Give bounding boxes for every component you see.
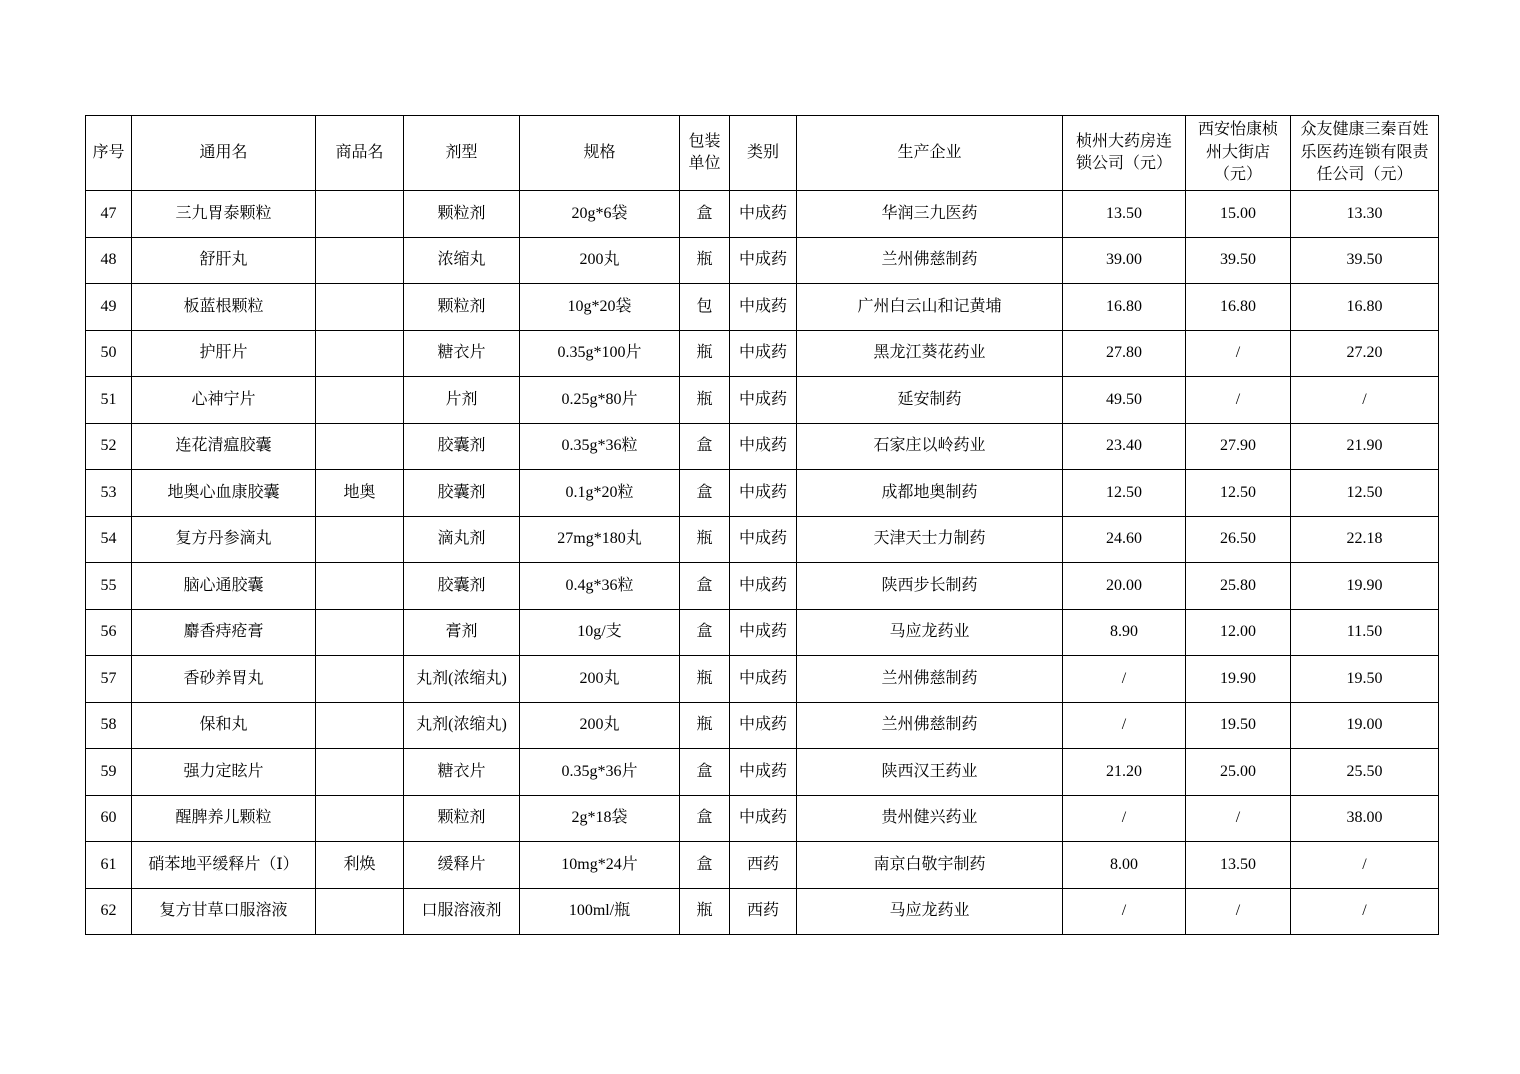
cell-brand-name: 利焕 bbox=[316, 842, 404, 889]
cell-packaging-unit: 瓶 bbox=[680, 888, 730, 935]
cell-price-zhongyou-health: 13.30 bbox=[1291, 191, 1439, 238]
cell-price-zhenzhou-chain: 49.50 bbox=[1063, 377, 1186, 424]
cell-serial: 49 bbox=[86, 284, 132, 331]
cell-price-xian-yikang: / bbox=[1186, 377, 1291, 424]
cell-serial: 50 bbox=[86, 330, 132, 377]
column-header-price-zhongyou-health: 众友健康三秦百姓乐医药连锁有限责任公司（元） bbox=[1291, 116, 1439, 191]
cell-brand-name bbox=[316, 423, 404, 470]
cell-price-xian-yikang: 12.50 bbox=[1186, 470, 1291, 517]
column-header-manufacturer: 生产企业 bbox=[797, 116, 1063, 191]
cell-specification: 10g/支 bbox=[520, 609, 680, 656]
cell-price-xian-yikang: 26.50 bbox=[1186, 516, 1291, 563]
table-row bbox=[86, 702, 1439, 749]
column-header-brand-name: 商品名 bbox=[316, 116, 404, 191]
cell-brand-name bbox=[316, 237, 404, 284]
cell-price-zhenzhou-chain: 24.60 bbox=[1063, 516, 1186, 563]
cell-manufacturer: 华润三九医药 bbox=[797, 191, 1063, 238]
cell-generic-name: 复方丹参滴丸 bbox=[132, 516, 316, 563]
cell-price-xian-yikang: 27.90 bbox=[1186, 423, 1291, 470]
cell-price-zhongyou-health: 25.50 bbox=[1291, 749, 1439, 796]
cell-serial: 58 bbox=[86, 702, 132, 749]
cell-category: 中成药 bbox=[730, 470, 797, 517]
cell-price-xian-yikang: 16.80 bbox=[1186, 284, 1291, 331]
cell-brand-name bbox=[316, 888, 404, 935]
cell-manufacturer: 陕西汉王药业 bbox=[797, 749, 1063, 796]
cell-brand-name bbox=[316, 609, 404, 656]
cell-category: 中成药 bbox=[730, 423, 797, 470]
cell-dosage-form: 膏剂 bbox=[404, 609, 520, 656]
cell-price-zhenzhou-chain: / bbox=[1063, 656, 1186, 703]
cell-brand-name bbox=[316, 795, 404, 842]
cell-manufacturer: 成都地奥制药 bbox=[797, 470, 1063, 517]
column-header-category: 类别 bbox=[730, 116, 797, 191]
cell-generic-name: 醒脾养儿颗粒 bbox=[132, 795, 316, 842]
cell-dosage-form: 滴丸剂 bbox=[404, 516, 520, 563]
cell-manufacturer: 兰州佛慈制药 bbox=[797, 237, 1063, 284]
cell-manufacturer: 延安制药 bbox=[797, 377, 1063, 424]
table-row bbox=[86, 656, 1439, 703]
cell-category: 中成药 bbox=[730, 516, 797, 563]
cell-specification: 27mg*180丸 bbox=[520, 516, 680, 563]
cell-specification: 10mg*24片 bbox=[520, 842, 680, 889]
cell-price-xian-yikang: / bbox=[1186, 888, 1291, 935]
cell-price-zhenzhou-chain: / bbox=[1063, 888, 1186, 935]
cell-category: 中成药 bbox=[730, 284, 797, 331]
cell-specification: 100ml/瓶 bbox=[520, 888, 680, 935]
cell-price-zhongyou-health: 39.50 bbox=[1291, 237, 1439, 284]
cell-price-xian-yikang: 19.50 bbox=[1186, 702, 1291, 749]
cell-generic-name: 板蓝根颗粒 bbox=[132, 284, 316, 331]
column-header-specification: 规格 bbox=[520, 116, 680, 191]
cell-specification: 0.35g*100片 bbox=[520, 330, 680, 377]
table-row bbox=[86, 609, 1439, 656]
cell-category: 西药 bbox=[730, 888, 797, 935]
cell-price-xian-yikang: 12.00 bbox=[1186, 609, 1291, 656]
cell-manufacturer: 马应龙药业 bbox=[797, 888, 1063, 935]
cell-price-zhenzhou-chain: 12.50 bbox=[1063, 470, 1186, 517]
cell-category: 中成药 bbox=[730, 749, 797, 796]
cell-dosage-form: 缓释片 bbox=[404, 842, 520, 889]
cell-specification: 0.35g*36片 bbox=[520, 749, 680, 796]
cell-price-zhongyou-health: 11.50 bbox=[1291, 609, 1439, 656]
cell-price-zhenzhou-chain: 16.80 bbox=[1063, 284, 1186, 331]
cell-packaging-unit: 盒 bbox=[680, 470, 730, 517]
cell-category: 中成药 bbox=[730, 330, 797, 377]
cell-packaging-unit: 盒 bbox=[680, 795, 730, 842]
table-row bbox=[86, 888, 1439, 935]
cell-packaging-unit: 瓶 bbox=[680, 702, 730, 749]
cell-manufacturer: 石家庄以岭药业 bbox=[797, 423, 1063, 470]
cell-manufacturer: 南京白敬宇制药 bbox=[797, 842, 1063, 889]
cell-brand-name bbox=[316, 330, 404, 377]
cell-brand-name bbox=[316, 377, 404, 424]
cell-serial: 51 bbox=[86, 377, 132, 424]
cell-manufacturer: 广州白云山和记黄埔 bbox=[797, 284, 1063, 331]
cell-dosage-form: 糖衣片 bbox=[404, 749, 520, 796]
cell-category: 西药 bbox=[730, 842, 797, 889]
drug-price-table-container bbox=[85, 115, 1439, 935]
cell-serial: 59 bbox=[86, 749, 132, 796]
cell-manufacturer: 兰州佛慈制药 bbox=[797, 656, 1063, 703]
cell-price-zhongyou-health: 12.50 bbox=[1291, 470, 1439, 517]
cell-packaging-unit: 盒 bbox=[680, 609, 730, 656]
cell-dosage-form: 颗粒剂 bbox=[404, 191, 520, 238]
cell-serial: 47 bbox=[86, 191, 132, 238]
cell-serial: 62 bbox=[86, 888, 132, 935]
cell-serial: 53 bbox=[86, 470, 132, 517]
table-row bbox=[86, 795, 1439, 842]
cell-dosage-form: 糖衣片 bbox=[404, 330, 520, 377]
table-row bbox=[86, 284, 1439, 331]
cell-price-zhenzhou-chain: 13.50 bbox=[1063, 191, 1186, 238]
table-row bbox=[86, 237, 1439, 284]
cell-generic-name: 脑心通胶囊 bbox=[132, 563, 316, 610]
cell-brand-name bbox=[316, 749, 404, 796]
cell-specification: 200丸 bbox=[520, 237, 680, 284]
cell-serial: 48 bbox=[86, 237, 132, 284]
table-row bbox=[86, 563, 1439, 610]
cell-category: 中成药 bbox=[730, 237, 797, 284]
cell-price-zhenzhou-chain: 8.90 bbox=[1063, 609, 1186, 656]
cell-packaging-unit: 盒 bbox=[680, 563, 730, 610]
cell-packaging-unit: 盒 bbox=[680, 191, 730, 238]
cell-brand-name: 地奥 bbox=[316, 470, 404, 517]
table-row bbox=[86, 330, 1439, 377]
cell-brand-name bbox=[316, 563, 404, 610]
cell-dosage-form: 丸剂(浓缩丸) bbox=[404, 656, 520, 703]
cell-price-zhongyou-health: 19.90 bbox=[1291, 563, 1439, 610]
cell-serial: 57 bbox=[86, 656, 132, 703]
cell-price-zhongyou-health: / bbox=[1291, 842, 1439, 889]
cell-serial: 61 bbox=[86, 842, 132, 889]
cell-price-zhenzhou-chain: 20.00 bbox=[1063, 563, 1186, 610]
cell-specification: 200丸 bbox=[520, 702, 680, 749]
cell-serial: 52 bbox=[86, 423, 132, 470]
cell-price-zhongyou-health: / bbox=[1291, 888, 1439, 935]
cell-serial: 54 bbox=[86, 516, 132, 563]
cell-price-xian-yikang: 25.00 bbox=[1186, 749, 1291, 796]
cell-manufacturer: 马应龙药业 bbox=[797, 609, 1063, 656]
cell-dosage-form: 丸剂(浓缩丸) bbox=[404, 702, 520, 749]
header-row bbox=[86, 116, 1439, 191]
cell-packaging-unit: 瓶 bbox=[680, 516, 730, 563]
cell-price-xian-yikang: / bbox=[1186, 795, 1291, 842]
cell-packaging-unit: 包 bbox=[680, 284, 730, 331]
column-header-generic-name: 通用名 bbox=[132, 116, 316, 191]
cell-category: 中成药 bbox=[730, 191, 797, 238]
cell-generic-name: 地奥心血康胶囊 bbox=[132, 470, 316, 517]
cell-price-xian-yikang: 25.80 bbox=[1186, 563, 1291, 610]
column-header-price-zhenzhou-chain: 桢州大药房连锁公司（元） bbox=[1063, 116, 1186, 191]
cell-price-zhongyou-health: / bbox=[1291, 377, 1439, 424]
cell-price-zhenzhou-chain: 27.80 bbox=[1063, 330, 1186, 377]
cell-price-zhongyou-health: 19.00 bbox=[1291, 702, 1439, 749]
cell-category: 中成药 bbox=[730, 656, 797, 703]
cell-manufacturer: 兰州佛慈制药 bbox=[797, 702, 1063, 749]
cell-generic-name: 保和丸 bbox=[132, 702, 316, 749]
column-header-dosage-form: 剂型 bbox=[404, 116, 520, 191]
cell-dosage-form: 片剂 bbox=[404, 377, 520, 424]
table-row bbox=[86, 423, 1439, 470]
cell-price-xian-yikang: / bbox=[1186, 330, 1291, 377]
cell-category: 中成药 bbox=[730, 609, 797, 656]
cell-dosage-form: 胶囊剂 bbox=[404, 470, 520, 517]
cell-price-xian-yikang: 15.00 bbox=[1186, 191, 1291, 238]
cell-serial: 55 bbox=[86, 563, 132, 610]
column-header-packaging-unit: 包装单位 bbox=[680, 116, 730, 191]
cell-packaging-unit: 瓶 bbox=[680, 377, 730, 424]
cell-price-zhenzhou-chain: 39.00 bbox=[1063, 237, 1186, 284]
cell-price-zhenzhou-chain: 8.00 bbox=[1063, 842, 1186, 889]
cell-specification: 10g*20袋 bbox=[520, 284, 680, 331]
cell-price-zhongyou-health: 27.20 bbox=[1291, 330, 1439, 377]
table-row bbox=[86, 470, 1439, 517]
cell-packaging-unit: 盒 bbox=[680, 842, 730, 889]
cell-generic-name: 护肝片 bbox=[132, 330, 316, 377]
column-header-serial: 序号 bbox=[86, 116, 132, 191]
cell-specification: 200丸 bbox=[520, 656, 680, 703]
table-row bbox=[86, 749, 1439, 796]
cell-category: 中成药 bbox=[730, 563, 797, 610]
cell-packaging-unit: 瓶 bbox=[680, 237, 730, 284]
cell-packaging-unit: 盒 bbox=[680, 749, 730, 796]
cell-dosage-form: 胶囊剂 bbox=[404, 423, 520, 470]
cell-category: 中成药 bbox=[730, 702, 797, 749]
price-table bbox=[85, 115, 1439, 935]
cell-price-zhenzhou-chain: / bbox=[1063, 795, 1186, 842]
cell-price-zhenzhou-chain: 23.40 bbox=[1063, 423, 1186, 470]
cell-generic-name: 强力定眩片 bbox=[132, 749, 316, 796]
cell-packaging-unit: 瓶 bbox=[680, 656, 730, 703]
cell-dosage-form: 颗粒剂 bbox=[404, 284, 520, 331]
cell-generic-name: 麝香痔疮膏 bbox=[132, 609, 316, 656]
cell-generic-name: 心神宁片 bbox=[132, 377, 316, 424]
cell-manufacturer: 贵州健兴药业 bbox=[797, 795, 1063, 842]
cell-serial: 56 bbox=[86, 609, 132, 656]
cell-generic-name: 连花清瘟胶囊 bbox=[132, 423, 316, 470]
cell-brand-name bbox=[316, 284, 404, 331]
cell-packaging-unit: 瓶 bbox=[680, 330, 730, 377]
cell-dosage-form: 颗粒剂 bbox=[404, 795, 520, 842]
cell-price-zhenzhou-chain: / bbox=[1063, 702, 1186, 749]
cell-generic-name: 复方甘草口服溶液 bbox=[132, 888, 316, 935]
table-row bbox=[86, 191, 1439, 238]
cell-specification: 20g*6袋 bbox=[520, 191, 680, 238]
cell-specification: 0.25g*80片 bbox=[520, 377, 680, 424]
cell-manufacturer: 陕西步长制药 bbox=[797, 563, 1063, 610]
cell-price-zhongyou-health: 38.00 bbox=[1291, 795, 1439, 842]
cell-price-xian-yikang: 13.50 bbox=[1186, 842, 1291, 889]
cell-brand-name bbox=[316, 191, 404, 238]
cell-brand-name bbox=[316, 656, 404, 703]
cell-dosage-form: 浓缩丸 bbox=[404, 237, 520, 284]
cell-price-zhongyou-health: 16.80 bbox=[1291, 284, 1439, 331]
cell-generic-name: 硝苯地平缓释片（Ⅰ） bbox=[132, 842, 316, 889]
cell-price-zhongyou-health: 19.50 bbox=[1291, 656, 1439, 703]
cell-generic-name: 三九胃泰颗粒 bbox=[132, 191, 316, 238]
cell-price-xian-yikang: 39.50 bbox=[1186, 237, 1291, 284]
cell-price-zhongyou-health: 21.90 bbox=[1291, 423, 1439, 470]
cell-brand-name bbox=[316, 516, 404, 563]
cell-dosage-form: 口服溶液剂 bbox=[404, 888, 520, 935]
table-row bbox=[86, 842, 1439, 889]
cell-price-xian-yikang: 19.90 bbox=[1186, 656, 1291, 703]
cell-category: 中成药 bbox=[730, 795, 797, 842]
cell-dosage-form: 胶囊剂 bbox=[404, 563, 520, 610]
table-header bbox=[86, 116, 1439, 191]
cell-specification: 2g*18袋 bbox=[520, 795, 680, 842]
cell-price-zhongyou-health: 22.18 bbox=[1291, 516, 1439, 563]
cell-brand-name bbox=[316, 702, 404, 749]
cell-serial: 60 bbox=[86, 795, 132, 842]
table-row bbox=[86, 377, 1439, 424]
table-row bbox=[86, 516, 1439, 563]
cell-specification: 0.4g*36粒 bbox=[520, 563, 680, 610]
table-body bbox=[86, 191, 1439, 935]
cell-specification: 0.1g*20粒 bbox=[520, 470, 680, 517]
cell-manufacturer: 天津天士力制药 bbox=[797, 516, 1063, 563]
cell-specification: 0.35g*36粒 bbox=[520, 423, 680, 470]
cell-packaging-unit: 盒 bbox=[680, 423, 730, 470]
cell-price-zhenzhou-chain: 21.20 bbox=[1063, 749, 1186, 796]
column-header-price-xian-yikang: 西安怡康桢州大街店（元） bbox=[1186, 116, 1291, 191]
cell-generic-name: 香砂养胃丸 bbox=[132, 656, 316, 703]
cell-manufacturer: 黑龙江葵花药业 bbox=[797, 330, 1063, 377]
cell-generic-name: 舒肝丸 bbox=[132, 237, 316, 284]
cell-category: 中成药 bbox=[730, 377, 797, 424]
